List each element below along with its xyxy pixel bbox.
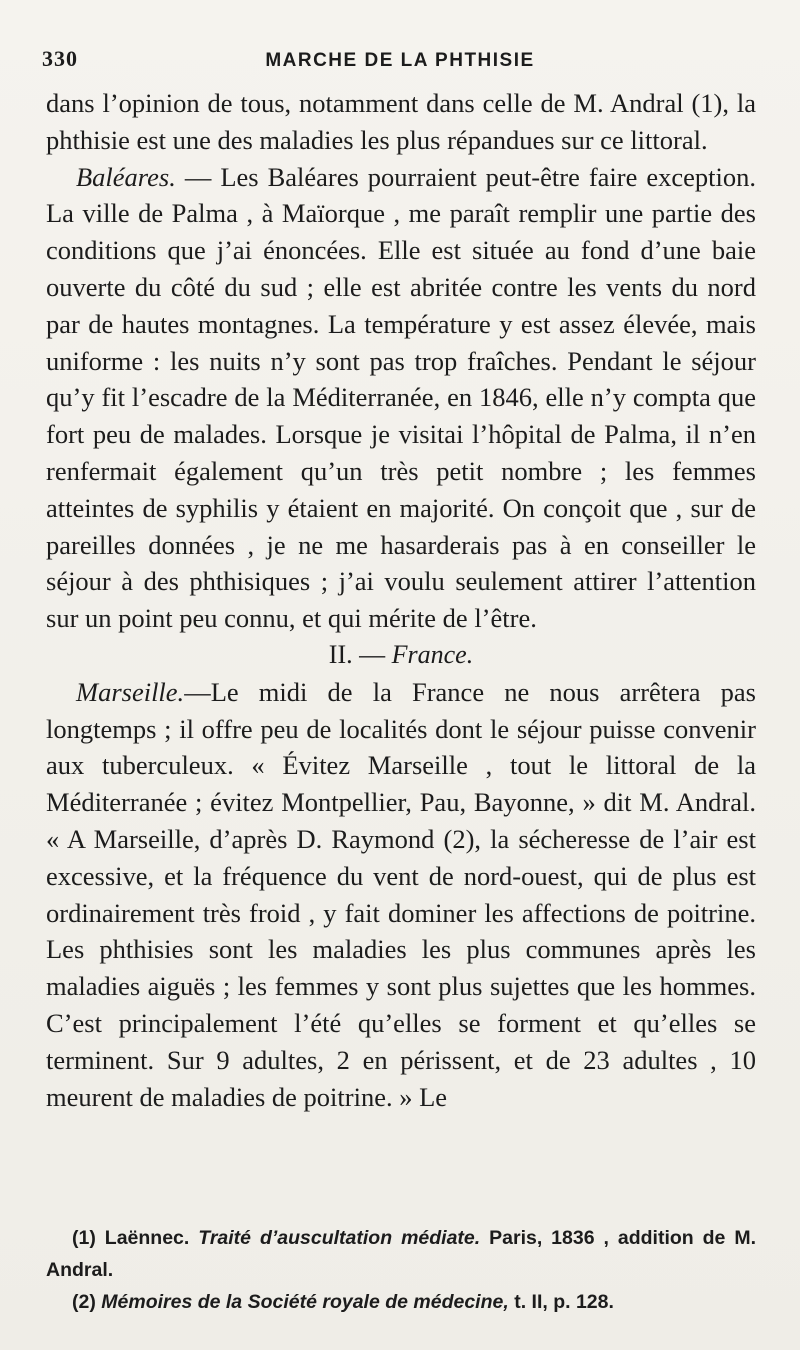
footnote-1-marker: (1) (72, 1227, 96, 1249)
footnotes (46, 1222, 756, 1318)
footnote-1-work: Traité d’auscultation médiate. (198, 1227, 481, 1249)
page-header (42, 46, 758, 76)
paragraph-baleares-text: — Les Baléares pourraient peut-être faire exception. La ville de Palma , à Maïorque , me paraît remplir une partie des conditions que j’ai énoncées. Elle est située au fond d’une baie ouverte du côté du sud ; elle est abritée contre les vents du nord par de hautes montagnes. La température y est assez élevée, mais uniforme : les nuits n’y sont pas trop fraîches. Pendant le séjour qu’y fit l’escadre de la Méditerranée, en 1846, elle n’y compta que fort peu de malades. Lorsque je visitai l’hôpital de Palma, il n’en renfermait également qu’un très petit nombre ; les femmes atteintes de syphilis y étaient en majorité. On conçoit que , sur de pareilles données , je ne me hasarderais pas à en conseiller le séjour à des phthisiques ; j’ai voulu seulement attirer l’attention sur un point peu connu, et qui mérite de l’être. (46, 161, 756, 634)
footnote-2 (46, 1286, 756, 1318)
paragraph-marseille (46, 674, 756, 1116)
place-name-baleares: Baléares. (76, 161, 176, 192)
paragraph-marseille-text: —Le midi de la France ne nous arrêtera pas longtemps ; il offre peu de localités dont le séjour puisse convenir aux tuberculeux. « Évitez Marseille , tout le littoral de la Méditerranée ; évitez Montpellier, Pau, Bayonne, » dit M. Andral. « A Marseille, d’après D. Raymond (2), la sécheresse de l’air est excessive, et la fréquence du vent de nord-ouest, qui de plus est ordinairement très froid , y fait dominer les affections de poitrine. Les phthisies sont les maladies les plus communes après les maladies aiguës ; les femmes y sont plus sujettes que les hommes. C’est principalement l’été qu’elles se forment et qu’elles se terminent. Sur 9 adultes, 2 en périssent, et de 23 adultes , 10 meurent de maladies de poitrine. » Le (46, 676, 756, 1112)
paragraph-continuation: dans l’opinion de tous, notamment dans celle de M. Andral (1), la phthisie est une des maladies les plus répandues sur ce littoral. (46, 88, 756, 155)
section-country: France. (391, 639, 474, 669)
footnote-1-author: Laënnec. (95, 1227, 199, 1249)
footnote-2-rest: t. II, p. 128. (508, 1291, 614, 1313)
section-number: II. (328, 639, 353, 669)
section-heading (46, 637, 756, 674)
footnote-1-rest: Paris, 1836 , addition de M. Andral. (46, 1227, 756, 1281)
footnote-2-work: Mémoires de la Société royale de médecine, (101, 1291, 509, 1313)
page-number: 330 (42, 46, 78, 71)
section-dash: — (352, 639, 392, 669)
footnote-1 (46, 1222, 756, 1286)
paragraph-baleares (46, 159, 756, 637)
place-name-marseille: Marseille. (76, 676, 185, 707)
main-text (46, 85, 756, 1115)
footnote-2-marker: (2) (72, 1291, 96, 1313)
running-title: MARCHE DE LA PHTHISIE (265, 50, 535, 71)
